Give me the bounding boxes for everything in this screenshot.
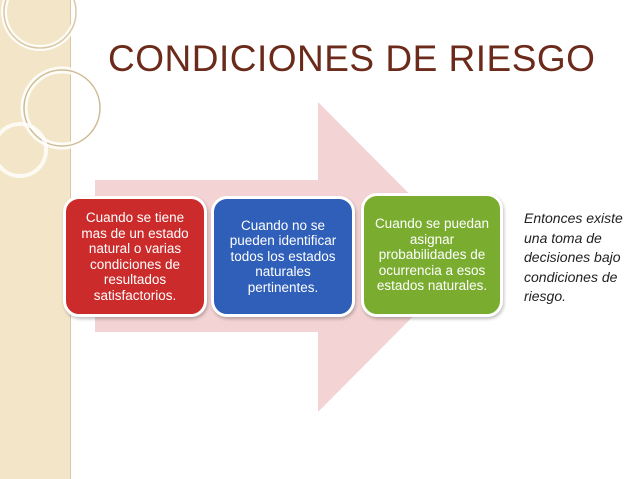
condition-text-1: Cuando se tiene mas de un estado natural o varias condiciones de resultados satisfactorios. (81, 210, 189, 303)
condition-box-3 (361, 193, 503, 317)
condition-text-3: Cuando se puedan asignar probabilidades de ocurrencia a esos estados naturales. (374, 216, 490, 294)
condition-box-1 (63, 196, 207, 317)
condition-box-2 (211, 196, 355, 317)
conclusion-text: Entonces existe una toma de decisiones bajo condiciones de riesgo. (524, 210, 623, 304)
condition-text-2: Cuando no se pueden identificar todos los estados naturales pertinentes. (229, 217, 337, 295)
page-title: CONDICIONES DE RIESGO (108, 38, 596, 79)
